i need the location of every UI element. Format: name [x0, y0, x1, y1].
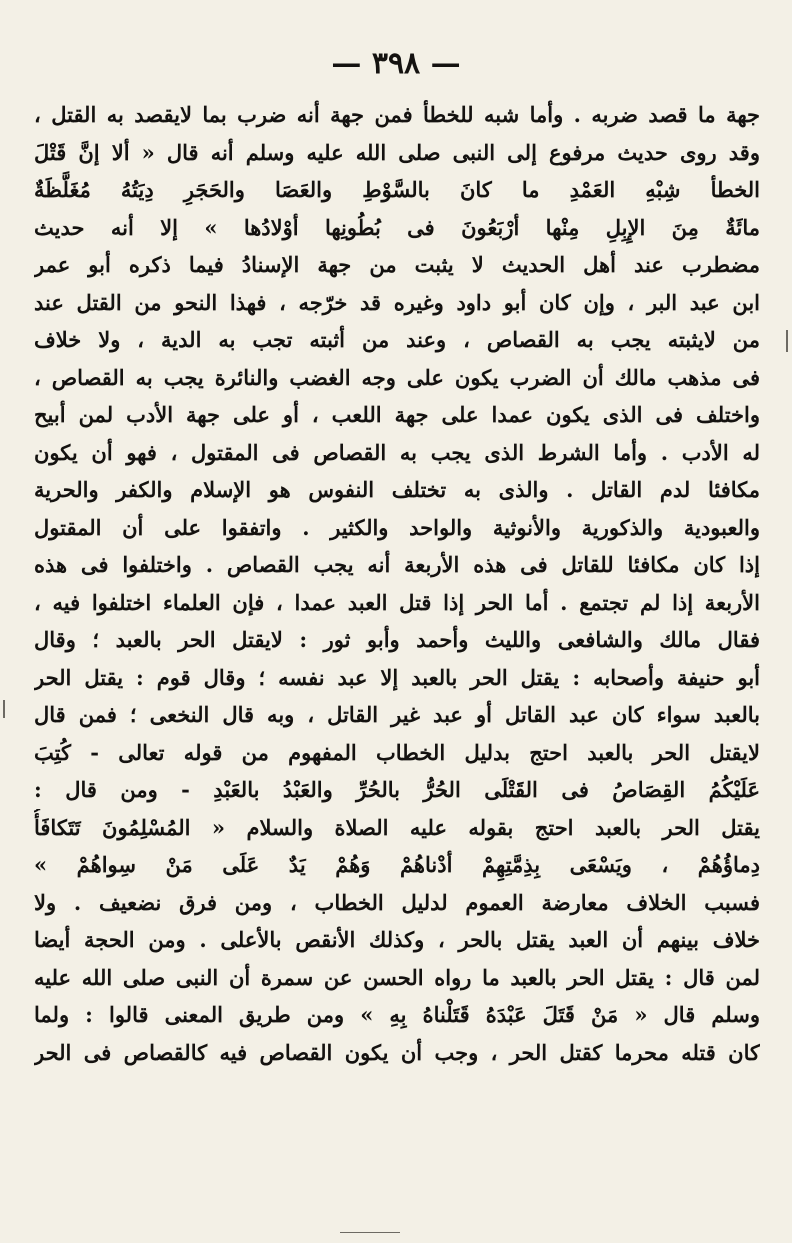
- text-line: مائَةٌ مِنَ الإِبِلِ مِنْها أرْبَعُونَ فى بُطُونِها أوْلادُها » إلا أنه حديث: [34, 214, 760, 240]
- text-line: وقد روى حديث مرفوع إلى النبى صلى الله عليه وسلم أنه قال « ألا إنَّ قَتْلَ: [34, 139, 760, 165]
- text-line: يقتل الحر بالعبد احتج بقوله عليه الصلاة والسلام « المُسْلِمُونَ تَتَكافَأُ: [34, 814, 760, 840]
- text-line: الأربعة إذا لم تجتمع . أما الحر إذا قتل العبد عمدا ، فإن العلماء اختلفوا فيه ،: [34, 589, 760, 615]
- text-line: دِماؤُهُمْ ، ويَسْعَى بِذِمَّتِهِمْ أدْناهُمْ وَهُمْ يَدٌ عَلَى مَنْ سِواهُمْ »: [34, 852, 760, 877]
- text-line: والعبودية والذكورية والأنوثية والواحد والكثير . واتفقوا على أن المقتول: [34, 514, 760, 540]
- text-line: مضطرب عند أهل الحديث لا يثبت من جهة الإسنادُ فيما ذكره أبو عمر: [34, 252, 760, 277]
- text-line: فقال مالك والشافعى والليث وأحمد وأبو ثور : لايقتل الحر بالعبد ؛ وقال: [34, 627, 760, 652]
- text-line: فسبب الخلاف معارضة العموم لدليل الخطاب ، ومن فرق نضعيف . ولا: [34, 889, 760, 915]
- text-line: وسلم قال « مَنْ قَتَلَ عَبْدَهُ قَتَلْناهُ بِهِ » ومن طريق المعنى قالوا : ولما: [34, 1002, 760, 1027]
- text-line: جهة ما قصد ضربه . وأما شبه للخطأ فمن جهة أنه ضرب بما لايقصد به القتل ،: [34, 102, 760, 127]
- text-line: خلاف بينهم أن العبد يقتل بالحر ، وكذلك الأنقص بالأعلى . ومن الحجة أيضا: [34, 927, 760, 952]
- text-line: ابن عبد البر ، وإن كان أبو داود وغيره قد خرّجه ، فهذا النحو من القتل عند: [34, 289, 760, 315]
- text-line: عَلَيْكُمُ القِصَاصُ فى القَتْلَى الحُرُّ بالحُرِّ والعَبْدُ بالعَبْدِ - ومن قال :: [34, 777, 760, 802]
- text-line: مكافئا لدم القاتل . والذى به تختلف النفوس هو الإسلام والكفر والحرية: [34, 477, 760, 502]
- text-line: لايقتل الحر بالعبد احتج بدليل الخطاب المفهوم من قوله تعالى - كُتِبَ: [34, 739, 760, 765]
- scan-edge-left: [3, 700, 5, 718]
- body-text: [34, 96, 760, 1071]
- text-line: واختلف فى الذى يكون عمدا على جهة اللعب ، أو على جهة الأدب لمن أبيح: [34, 402, 760, 427]
- text-line: من لايثبته يجب به القصاص ، وعند من أثبته تجب به الدية ، ولا خلاف: [34, 327, 760, 352]
- text-line: أبو حنيفة وأصحابه : يقتل الحر بالعبد إلا عبد نفسه ؛ وقال قوم : يقتل الحر: [34, 664, 760, 690]
- text-line: كان قتله محرما كقتل الحر ، وجب أن يكون القصاص فيه كالقصاص فى الحر: [34, 1039, 760, 1065]
- scan-edge-right: [786, 330, 788, 352]
- scan-edge-bottom: [340, 1232, 400, 1233]
- text-line: فى مذهب مالك أن الضرب يكون على وجه الغضب والنائرة يجب به القصاص ،: [34, 364, 760, 390]
- text-line: إذا كان مكافئا للقاتل فى هذه الأربعة أنه يجب القصاص . واختلفوا فى هذه: [34, 552, 760, 577]
- text-line: له الأدب . وأما الشرط الذى يجب به القصاص فى المقتول ، فهو أن يكون: [34, 439, 760, 465]
- text-line: بالعبد سواء كان عبد القاتل أو عبد غير القاتل ، وبه قال النخعى ؛ فمن قال: [34, 702, 760, 727]
- text-line: الخطأ شِبْهِ العَمْدِ ما كانَ بالسَّوْطِ والعَصَا والحَجَرِ دِيَتُهُ مُغَلَّظَةٌ: [34, 177, 760, 202]
- page-number: — ٣٩٨ —: [331, 46, 461, 81]
- text-line: لمن قال : يقتل الحر بالعبد ما رواه الحسن عن سمرة أن النبى صلى الله عليه: [34, 964, 760, 990]
